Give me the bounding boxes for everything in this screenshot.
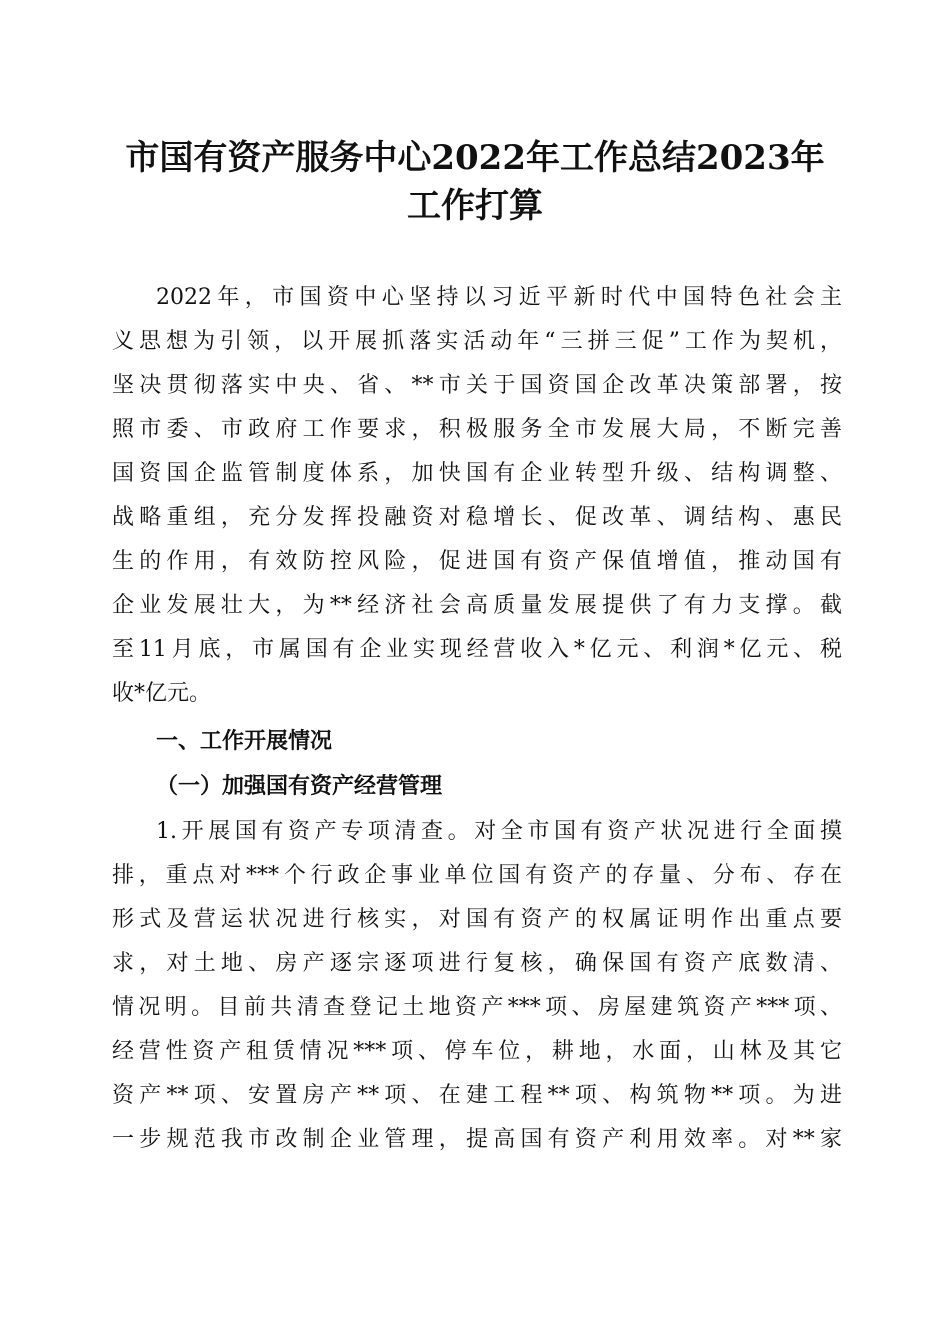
item-paragraph-line: 排，重点对***个行政企事业单位国有资产的存量、分布、存在: [112, 863, 842, 888]
item-paragraph-line: 求，对土地、房产逐宗逐项进行复核，确保国有资产底数清、: [112, 951, 842, 976]
item-paragraph-line: 资产**项、安置房产**项、在建工程**项、构筑物**项。为进: [112, 1083, 842, 1108]
intro-paragraph-line: 收*亿元。: [112, 681, 212, 706]
item-paragraph-line: 1.开展国有资产专项清查。对全市国有资产状况进行全面摸: [156, 819, 842, 844]
intro-paragraph-line: 战略重组，充分发挥投融资对稳增长、促改革、调结构、惠民: [112, 505, 842, 530]
item-paragraph-line: 形式及营运状况进行核实，对国有资产的权属证明作出重点要: [112, 907, 842, 932]
intro-paragraph-line: 国资国企监管制度体系，加快国有企业转型升级、结构调整、: [112, 461, 842, 486]
document-title-line-2: 工作打算: [407, 186, 543, 226]
intro-paragraph-line: 企业发展壮大，为**经济社会高质量发展提供了有力支撑。截: [112, 593, 842, 618]
item-paragraph-line: 情况明。目前共清查登记土地资产***项、房屋建筑资产***项、: [112, 995, 842, 1020]
intro-paragraph-line: 至11月底，市属国有企业实现经营收入*亿元、利润*亿元、税: [112, 637, 842, 662]
intro-paragraph-line: 义思想为引领，以开展抓落实活动年“三拼三促”工作为契机，: [112, 329, 842, 354]
intro-paragraph-line: 照市委、市政府工作要求，积极服务全市发展大局，不断完善: [112, 417, 842, 442]
section-heading: 一、工作开展情况: [156, 729, 333, 754]
intro-paragraph-line: 2022年，市国资中心坚持以习近平新时代中国特色社会主: [156, 285, 842, 310]
document-title-line-1: 市国有资产服务中心2022年工作总结2023年: [125, 138, 825, 178]
subsection-heading: （一）加强国有资产经营管理: [156, 773, 443, 799]
item-paragraph-line: 经营性资产租赁情况***项、停车位，耕地，水面，山林及其它: [112, 1039, 842, 1064]
intro-paragraph-line: 坚决贯彻落实中央、省、**市关于国资国企改革决策部署，按: [112, 373, 842, 398]
item-paragraph-line: 一步规范我市改制企业管理，提高国有资产利用效率。对**家: [112, 1127, 842, 1152]
intro-paragraph-line: 生的作用，有效防控风险，促进国有资产保值增值，推动国有: [112, 549, 842, 574]
